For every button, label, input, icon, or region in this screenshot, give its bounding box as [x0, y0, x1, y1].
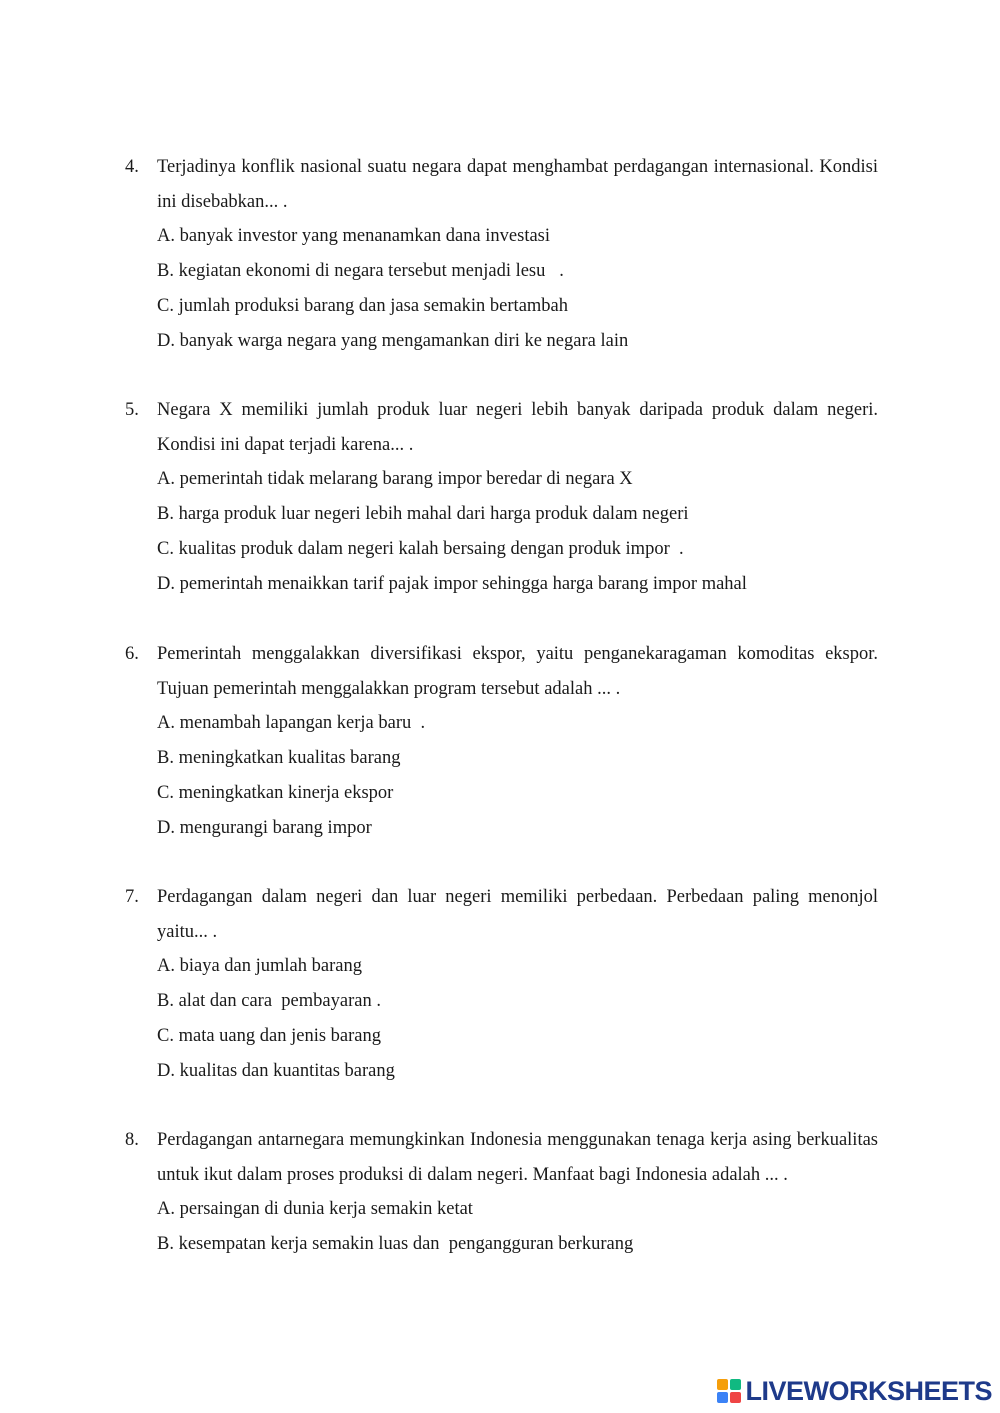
option-list — [125, 462, 878, 601]
question-number: 5. — [125, 400, 139, 420]
question-6 — [125, 637, 878, 845]
option-d[interactable]: D. banyak warga negara yang mengamankan diri ke negara lain — [157, 330, 629, 351]
option-c[interactable]: C. kualitas produk dalam negeri kalah bersaing dengan produk impor . — [157, 538, 684, 559]
question-text: Terjadinya konflik nasional suatu negara dapat menghambat perdagangan internasional. Kondisi ini disebabkan... . — [157, 157, 878, 212]
logo-tile-1 — [717, 1379, 728, 1390]
question-stem — [125, 393, 878, 462]
question-5 — [125, 393, 878, 601]
option-d[interactable]: D. kualitas dan kuantitas barang — [157, 1060, 395, 1081]
option-list — [125, 706, 878, 845]
question-stem — [125, 1123, 878, 1192]
option-b[interactable]: B. kegiatan ekonomi di negara tersebut menjadi lesu . — [157, 261, 564, 282]
option-a[interactable]: A. menambah lapangan kerja baru . — [157, 713, 426, 734]
option-c[interactable]: C. jumlah produksi barang dan jasa semakin bertambah — [157, 295, 569, 316]
question-text: Perdagangan dalam negeri dan luar negeri memiliki perbedaan. Perbedaan paling menonjol yaitu... . — [157, 887, 878, 942]
option-c[interactable]: C. mata uang dan jenis barang — [157, 1025, 381, 1046]
option-list — [125, 1192, 878, 1261]
liveworksheets-logo-icon — [717, 1379, 741, 1403]
logo-tile-2 — [730, 1379, 741, 1390]
question-number: 8. — [125, 1130, 139, 1150]
question-text: Perdagangan antarnegara memungkinkan Indonesia menggunakan tenaga kerja asing berkualitas untuk ikut dalam proses produksi di dalam negeri. Manfaat bagi Indonesia adalah ... . — [157, 1130, 878, 1185]
option-list — [125, 219, 878, 358]
question-number: 6. — [125, 644, 139, 664]
liveworksheets-watermark — [717, 1375, 992, 1407]
option-c[interactable]: C. meningkatkan kinerja ekspor — [157, 782, 394, 803]
option-a[interactable]: A. biaya dan jumlah barang — [157, 956, 362, 977]
option-d[interactable]: D. mengurangi barang impor — [157, 817, 372, 838]
option-a[interactable]: A. persaingan di dunia kerja semakin ketat — [157, 1199, 473, 1220]
logo-tile-4 — [730, 1392, 741, 1403]
option-b[interactable]: B. harga produk luar negeri lebih mahal dari harga produk dalam negeri — [157, 504, 689, 525]
watermark-text: LIVEWORKSHEETS — [745, 1375, 992, 1406]
option-list — [125, 949, 878, 1088]
option-b[interactable]: B. meningkatkan kualitas barang — [157, 748, 401, 769]
logo-tile-3 — [717, 1392, 728, 1403]
question-number: 4. — [125, 157, 139, 177]
option-a[interactable]: A. pemerintah tidak melarang barang impor beredar di negara X — [157, 469, 633, 490]
option-b[interactable]: B. alat dan cara pembayaran . — [157, 991, 381, 1012]
question-7 — [125, 880, 878, 1088]
question-stem — [125, 880, 878, 949]
question-8 — [125, 1123, 878, 1262]
question-number: 7. — [125, 887, 139, 907]
option-b[interactable]: B. kesempatan kerja semakin luas dan pengangguran berkurang — [157, 1234, 634, 1255]
question-stem — [125, 637, 878, 706]
question-4 — [125, 150, 878, 358]
option-d[interactable]: D. pemerintah menaikkan tarif pajak impor sehingga harga barang impor mahal — [157, 573, 747, 594]
question-stem — [125, 150, 878, 219]
question-text: Negara X memiliki jumlah produk luar negeri lebih banyak daripada produk dalam negeri. Kondisi ini dapat terjadi karena... . — [157, 400, 878, 455]
option-a[interactable]: A. banyak investor yang menanamkan dana investasi — [157, 226, 551, 247]
question-text: Pemerintah menggalakkan diversifikasi ekspor, yaitu penganekaragaman komoditas ekspor. Tujuan pemerintah menggalakkan program tersebut adalah ... . — [157, 644, 878, 699]
